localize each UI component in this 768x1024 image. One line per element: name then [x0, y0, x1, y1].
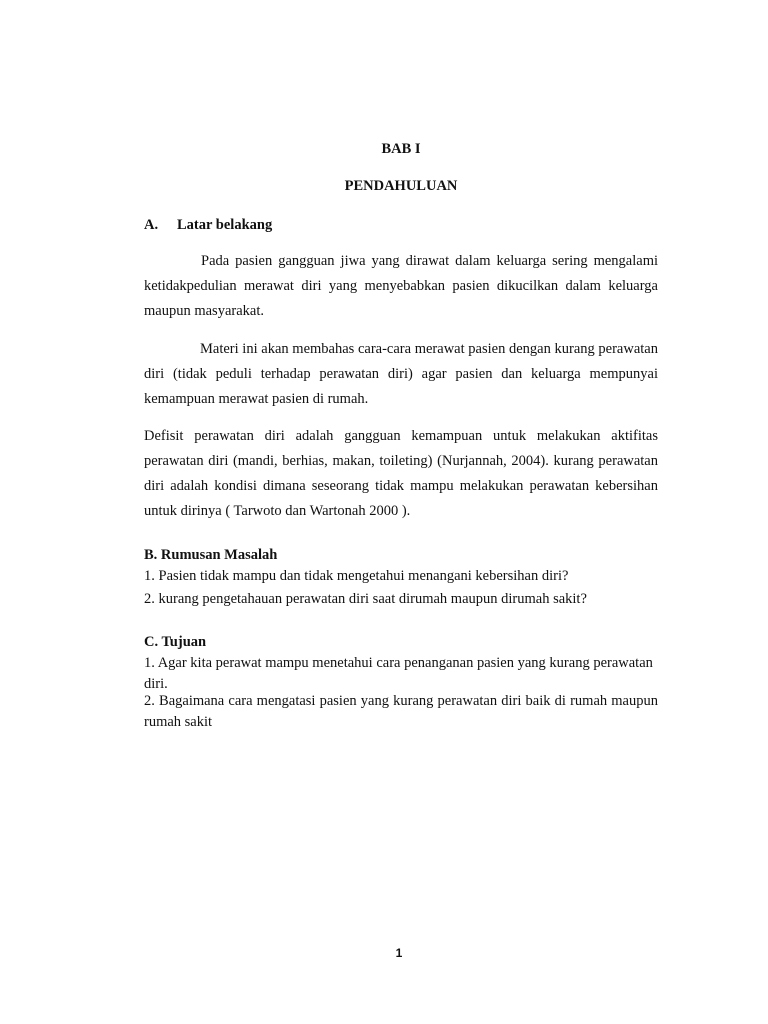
list-item: 1. Pasien tidak mampu dan tidak mengetahui menangani kebersihan diri? [144, 568, 569, 584]
chapter-number: BAB I [381, 141, 421, 157]
section-b-heading: B. Rumusan Masalah [144, 547, 278, 563]
list-item: 1. Agar kita perawat mampu menetahui cara penanganan pasien yang kurang perawatan diri. [144, 655, 653, 692]
chapter-title: PENDAHULUAN [344, 178, 458, 194]
list-item: 2. kurang pengetahauan perawatan diri saat dirumah maupun dirumah sakit? [144, 591, 587, 607]
paragraph-1: Pada pasien gangguan jiwa yang dirawat dalam keluarga sering mengalami ketidakpedulian merawat diri yang menyebabkan pasien dikucilkan dalam keluarga maupun masyarakat. [144, 253, 658, 319]
paragraph-2: Materi ini akan membahas cara-cara merawat pasien dengan kurang perawatan diri (tidak peduli terhadap perawatan diri) agar pasien dan keluarga mempunyai kemampuan merawat pasien di rumah. [144, 341, 658, 407]
paragraph-3: Defisit perawatan diri adalah gangguan kemampuan untuk melakukan aktifitas perawatan diri (mandi, berhias, makan, toileting) (Nurjannah, 2004). kurang perawatan diri adalah kondisi dimana seseorang tidak mampu melakukan perawatan kebersihan untuk dirinya ( Tarwoto dan Wartonah 2000 ). [144, 428, 658, 519]
section-c-heading: C. Tujuan [144, 634, 207, 650]
section-a-title: Latar belakang [177, 217, 273, 233]
list-item: 2. Bagaimana cara mengatasi pasien yang kurang perawatan diri baik di rumah maupun rumah sakit [144, 693, 658, 730]
section-a-heading [144, 215, 272, 235]
section-a-letter: A. [144, 217, 159, 233]
page-number: 1 [395, 946, 403, 960]
